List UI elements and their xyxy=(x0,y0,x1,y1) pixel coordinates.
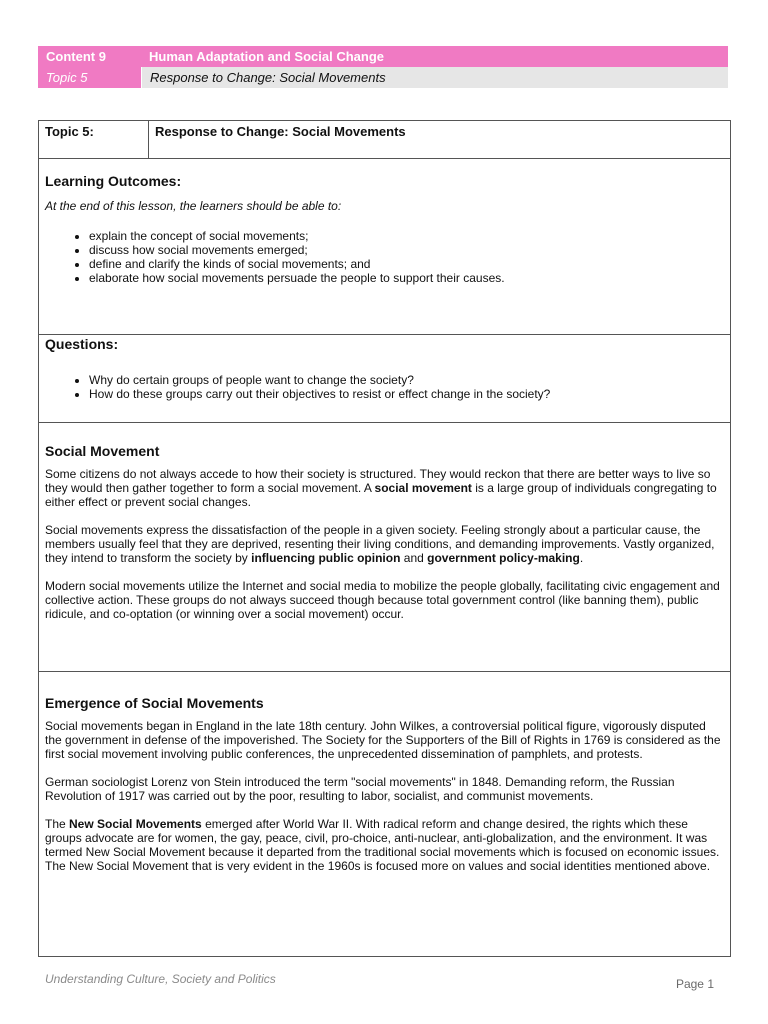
topic-row xyxy=(39,121,730,159)
term-policy-making: government policy-making xyxy=(427,551,580,565)
list-item: • define and clarify the kinds of social movements; and xyxy=(89,257,724,271)
questions-heading: Questions: xyxy=(45,336,119,352)
social-movement-heading: Social Movement xyxy=(45,443,160,459)
questions-section xyxy=(39,335,730,423)
questions-list xyxy=(45,373,724,401)
header-topic-row xyxy=(38,67,728,88)
learning-outcomes-intro: At the end of this lesson, the learners should be able to: xyxy=(45,199,342,213)
list-item: • elaborate how social movements persuade the people to support their causes. xyxy=(89,271,724,285)
learning-outcomes-heading: Learning Outcomes: xyxy=(45,173,182,189)
learning-outcomes-list xyxy=(45,229,724,285)
text-run: The xyxy=(45,817,70,831)
list-item: • discuss how social movements emerged; xyxy=(89,243,724,257)
list-item: • explain the concept of social movements; xyxy=(89,229,724,243)
list-item: • Why do certain groups of people want to change the society? xyxy=(89,373,724,387)
text-run: and xyxy=(400,551,428,565)
footer-subject: Understanding Culture, Society and Politics xyxy=(45,972,276,986)
list-item: • How do these groups carry out their objectives to resist or effect change in the society? xyxy=(89,387,724,401)
table-topic-label: Topic 5: xyxy=(39,121,149,158)
lesson-table xyxy=(38,120,731,957)
text-run: Social movements express the dissatisfaction of the people in a given society. Feeling strongly about a particular cause, the members usually feel that they are deprived, resenting their living conditions, and demanding improvements. Vastly organized, they intend to transform the society by xyxy=(45,523,715,565)
text-run: . xyxy=(579,551,584,565)
social-movement-paragraph-1 xyxy=(45,467,724,509)
learning-outcomes-section xyxy=(39,159,730,335)
social-movement-paragraph-3: Modern social movements utilize the Internet and social media to mobilize the people globally, facilitating civic engagement and collective action. These groups do not always succeed though because total government control (like banning them), public ridicule, and co-optation (or winning over a social movement) occur. xyxy=(45,579,720,621)
document-header xyxy=(38,46,728,88)
term-public-opinion: influencing public opinion xyxy=(251,551,401,565)
text-run: is a large group of individuals congregating to either effect or prevent social changes. xyxy=(45,481,717,509)
emergence-paragraph-3 xyxy=(45,817,724,873)
table-topic-title: Response to Change: Social Movements xyxy=(155,124,406,139)
emergence-heading: Emergence of Social Movements xyxy=(45,695,264,711)
text-run: emerged after World War II. With radical reform and change desired, the rights which these groups advocate are for women, the gay, peace, civil, pro-choice, anti-nuclear, anti-globalization, and the environment. It was termed New Social Movement because it departed from the traditional social movements which is focused on economic issues. The New Social Movement that is very evident in the 1960s is focused more on values and social identities mentioned above. xyxy=(45,817,720,873)
emergence-paragraph-2: German sociologist Lorenz von Stein introduced the term "social movements" in 1848. Demanding reform, the Russian Revolution of 1917 was carried out by the poor, resulting to labor, socialist, and communist movements. xyxy=(45,775,675,803)
emergence-section xyxy=(39,672,730,956)
header-content-row xyxy=(38,46,728,67)
social-movement-section xyxy=(39,423,730,672)
page-number: Page 1 xyxy=(675,977,714,991)
topic-title: Response to Change: Social Movements xyxy=(141,67,728,88)
content-label: Content 9 xyxy=(46,49,106,64)
text-run: Some citizens do not always accede to how their society is structured. They would reckon that there are better ways to live so they would then gather together to form a social movement. A xyxy=(45,467,711,495)
topic-label: Topic 5 xyxy=(38,67,141,88)
term-new-social-movements: New Social Movements xyxy=(69,817,202,831)
term-social-movement: social movement xyxy=(374,481,472,495)
content-title: Human Adaptation and Social Change xyxy=(149,49,384,64)
social-movement-paragraph-2 xyxy=(45,523,724,565)
emergence-paragraph-1: Social movements began in England in the late 18th century. John Wilkes, a controversial political figure, vigorously disputed the government in defense of the impoverished. The Society for the Supporters of the Bill of Rights in 1769 is considered as the first social movement involving public conferences, the unprecedented dissemination of pamphlets, and protests. xyxy=(45,719,721,761)
